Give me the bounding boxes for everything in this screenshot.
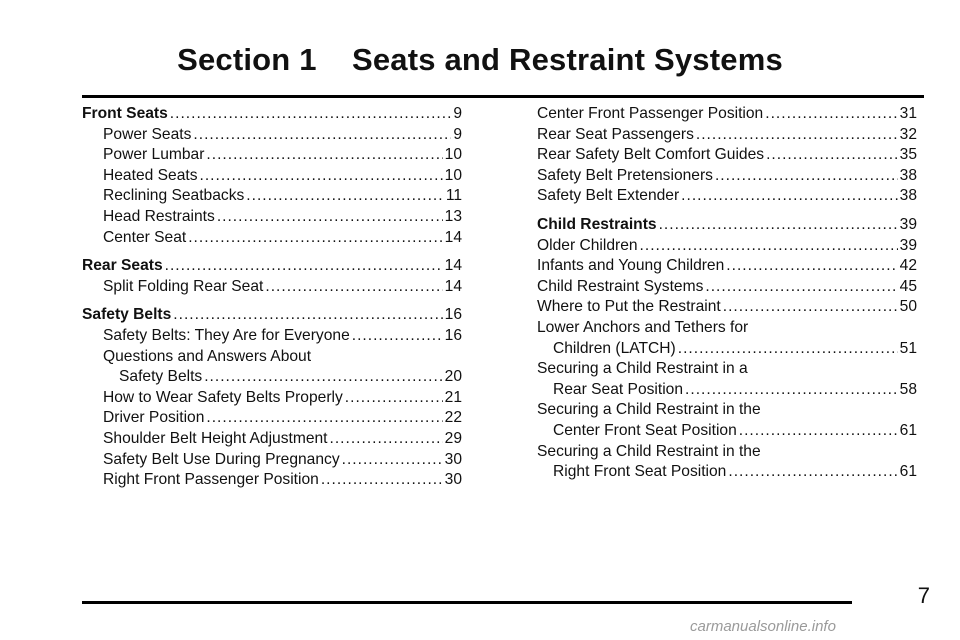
toc-heading[interactable] bbox=[537, 215, 917, 236]
dot-leader bbox=[342, 450, 443, 471]
toc-page-number: 13 bbox=[444, 207, 462, 225]
toc-entry[interactable] bbox=[82, 408, 462, 429]
toc-entry-title: Safety Belt Extender bbox=[537, 187, 680, 205]
toc-entry[interactable] bbox=[82, 166, 462, 187]
toc-line: Securing a Child Restraint in a bbox=[537, 360, 748, 378]
toc-page-number: 9 bbox=[453, 125, 462, 143]
toc-entry[interactable] bbox=[82, 450, 462, 471]
toc-entry[interactable] bbox=[537, 104, 917, 125]
toc-page-number: 42 bbox=[899, 257, 917, 275]
toc-entry-title: Center Front Seat Position bbox=[553, 421, 737, 439]
page-number: 7 bbox=[917, 583, 930, 608]
toc-entry[interactable] bbox=[82, 388, 462, 409]
toc-entry-title: Safety Belt Use During Pregnancy bbox=[103, 450, 340, 468]
toc-page-number: 38 bbox=[899, 187, 917, 205]
toc-entry-title: Where to Put the Restraint bbox=[537, 298, 721, 316]
dot-leader bbox=[206, 408, 442, 429]
toc-entry[interactable] bbox=[82, 326, 462, 347]
toc-entry[interactable] bbox=[537, 339, 917, 360]
toc-heading[interactable] bbox=[82, 256, 462, 277]
toc-entry-title: Split Folding Rear Seat bbox=[103, 277, 264, 295]
dot-leader bbox=[678, 339, 898, 360]
dot-leader bbox=[193, 125, 451, 146]
toc-page-number: 22 bbox=[444, 409, 462, 427]
dot-leader bbox=[705, 277, 897, 298]
toc-line: Lower Anchors and Tethers for bbox=[537, 318, 749, 336]
toc-entry-title: Children (LATCH) bbox=[553, 339, 676, 357]
toc-page-number: 39 bbox=[899, 215, 917, 233]
toc-page-number: 21 bbox=[444, 388, 462, 406]
toc-entry-title: Safety Belts: They Are for Everyone bbox=[103, 326, 350, 344]
toc-entry-title: Infants and Young Children bbox=[537, 257, 725, 275]
toc-entry-title: Reclining Seatbacks bbox=[103, 187, 245, 205]
toc-page-number: 39 bbox=[899, 236, 917, 254]
toc-entry[interactable] bbox=[82, 277, 462, 298]
toc-entry-title: Rear Safety Belt Comfort Guides bbox=[537, 146, 765, 164]
toc-entry[interactable] bbox=[82, 207, 462, 228]
toc-entry-title: Child Restraint Systems bbox=[537, 277, 704, 295]
toc-line: Questions and Answers About bbox=[103, 347, 312, 365]
toc-entry-title: Safety Belts bbox=[82, 306, 172, 324]
dot-leader bbox=[728, 462, 897, 483]
dot-leader bbox=[200, 166, 443, 187]
toc-entry[interactable] bbox=[82, 367, 462, 388]
toc-entry[interactable] bbox=[82, 470, 462, 491]
toc-entry-title: How to Wear Safety Belts Properly bbox=[103, 388, 343, 406]
toc-page-number: 35 bbox=[899, 146, 917, 164]
dot-leader bbox=[345, 388, 443, 409]
toc-entry[interactable] bbox=[82, 429, 462, 450]
dot-leader bbox=[188, 228, 442, 249]
dot-leader bbox=[681, 186, 897, 207]
toc-entry-title: Child Restraints bbox=[537, 215, 657, 233]
toc-page-number: 20 bbox=[444, 368, 462, 386]
toc-page-number: 51 bbox=[899, 339, 917, 357]
toc-page-number: 10 bbox=[444, 166, 462, 184]
toc-entry[interactable] bbox=[537, 186, 917, 207]
watermark: carmanualsonline.info bbox=[690, 618, 836, 635]
toc-entry[interactable] bbox=[82, 228, 462, 249]
toc-entry-title: Front Seats bbox=[82, 105, 168, 122]
toc-entry[interactable] bbox=[537, 421, 917, 442]
toc-page-number: 31 bbox=[899, 105, 917, 122]
toc-page-number: 9 bbox=[453, 105, 462, 122]
dot-leader bbox=[715, 166, 898, 187]
toc-entry-title: Right Front Seat Position bbox=[553, 463, 727, 481]
toc-entry[interactable] bbox=[537, 166, 917, 187]
toc-entry[interactable] bbox=[537, 297, 917, 318]
toc-page-number: 16 bbox=[444, 306, 462, 324]
top-rule bbox=[82, 95, 924, 98]
toc-page-number: 58 bbox=[899, 380, 917, 398]
dot-leader bbox=[246, 186, 444, 207]
toc-entry-title: Safety Belts bbox=[119, 368, 203, 386]
toc-page-number: 61 bbox=[899, 463, 917, 481]
dot-leader bbox=[685, 380, 898, 401]
toc-entry[interactable] bbox=[537, 462, 917, 483]
toc-entry[interactable] bbox=[537, 256, 917, 277]
toc-entry[interactable] bbox=[82, 186, 462, 207]
toc-right-column bbox=[537, 104, 917, 483]
toc-page-number: 10 bbox=[444, 146, 462, 164]
toc-heading[interactable] bbox=[82, 305, 462, 326]
dot-leader bbox=[217, 207, 443, 228]
dot-leader bbox=[352, 326, 443, 347]
toc-page-number: 38 bbox=[899, 166, 917, 184]
dot-leader bbox=[765, 104, 897, 125]
dot-leader bbox=[206, 145, 442, 166]
dot-leader bbox=[659, 215, 898, 236]
dot-leader bbox=[265, 277, 442, 298]
toc-page-number: 14 bbox=[444, 277, 462, 295]
toc-entry-title: Older Children bbox=[537, 236, 638, 254]
toc-entry-title: Center Front Passenger Position bbox=[537, 105, 764, 122]
toc-entry-title: Rear Seat Passengers bbox=[537, 125, 694, 143]
toc-entry-title: Rear Seats bbox=[82, 257, 163, 275]
toc-page-number: 30 bbox=[444, 450, 462, 468]
dot-leader bbox=[170, 104, 452, 125]
dot-leader bbox=[723, 297, 898, 318]
toc-entry-title: Heated Seats bbox=[103, 166, 198, 184]
toc-page-number: 45 bbox=[899, 277, 917, 295]
toc-entry-title: Driver Position bbox=[103, 409, 205, 427]
dot-leader bbox=[696, 125, 898, 146]
toc-page-number: 11 bbox=[445, 187, 462, 205]
toc-entry-title: Power Lumbar bbox=[103, 146, 205, 164]
toc-entry[interactable] bbox=[537, 236, 917, 257]
toc-entry-title: Power Seats bbox=[103, 125, 192, 143]
section-title: Section 1 Seats and Restraint Systems bbox=[177, 42, 783, 77]
toc-entry[interactable] bbox=[537, 277, 917, 298]
toc-page-number: 14 bbox=[444, 257, 462, 275]
toc-page-number: 32 bbox=[899, 125, 917, 143]
toc-entry-title: Right Front Passenger Position bbox=[103, 471, 319, 489]
toc-entry-title: Head Restraints bbox=[103, 207, 215, 225]
dot-leader bbox=[766, 145, 898, 166]
dot-leader bbox=[726, 256, 897, 277]
toc-page-number: 50 bbox=[899, 298, 917, 316]
toc-page-number: 61 bbox=[899, 421, 917, 439]
toc-line: Securing a Child Restraint in the bbox=[537, 442, 761, 460]
dot-leader bbox=[330, 429, 443, 450]
toc-page-number: 30 bbox=[444, 471, 462, 489]
toc-entry[interactable] bbox=[82, 125, 462, 146]
dot-leader bbox=[321, 470, 443, 491]
bottom-rule bbox=[82, 601, 852, 604]
toc-heading[interactable] bbox=[82, 104, 462, 125]
toc-entry-title: Rear Seat Position bbox=[553, 380, 684, 398]
toc-entry-title: Shoulder Belt Height Adjustment bbox=[103, 429, 328, 447]
toc-entry-title: Center Seat bbox=[103, 228, 187, 246]
dot-leader bbox=[165, 256, 443, 277]
dot-leader bbox=[204, 367, 442, 388]
dot-leader bbox=[640, 236, 898, 257]
toc-page-number: 29 bbox=[444, 429, 462, 447]
dot-leader bbox=[739, 421, 898, 442]
toc-entry[interactable] bbox=[537, 125, 917, 146]
toc-line: Securing a Child Restraint in the bbox=[537, 401, 761, 419]
toc-entry[interactable] bbox=[82, 145, 462, 166]
toc-entry[interactable] bbox=[537, 145, 917, 166]
toc-entry[interactable] bbox=[537, 380, 917, 401]
toc-entry-title: Safety Belt Pretensioners bbox=[537, 166, 713, 184]
dot-leader bbox=[173, 305, 442, 326]
toc-page-number: 16 bbox=[444, 326, 462, 344]
toc-page-number: 14 bbox=[444, 228, 462, 246]
toc-left-column bbox=[82, 104, 462, 491]
